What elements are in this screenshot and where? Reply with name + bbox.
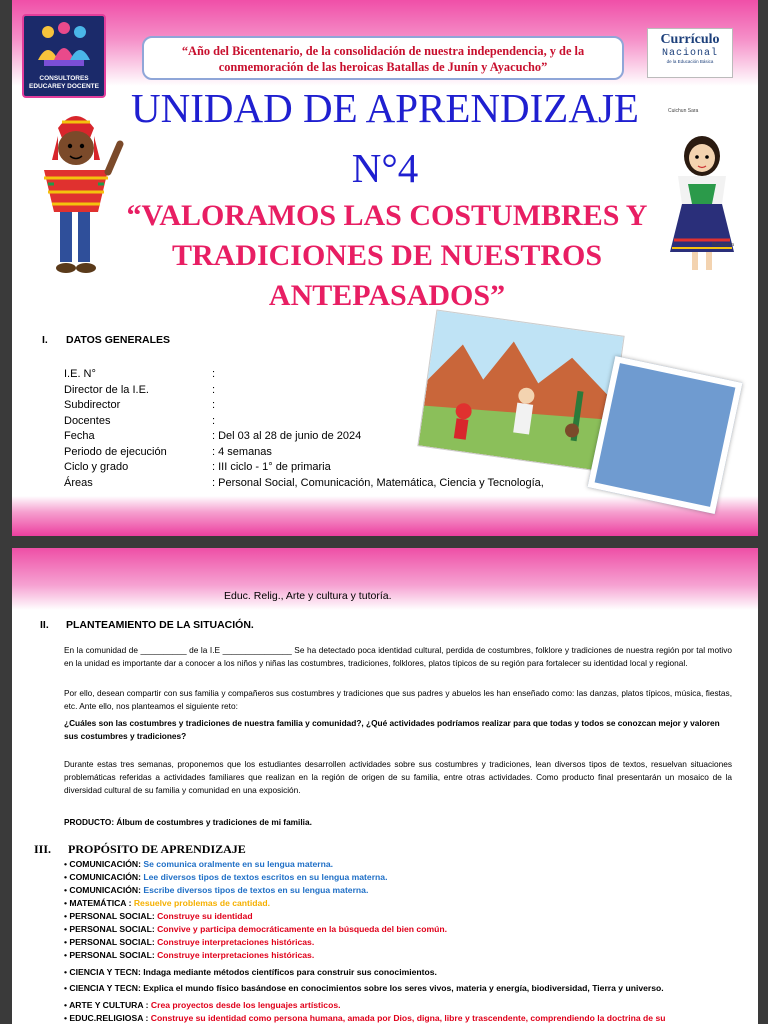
situation-paragraph-2: Por ello, desean compartir con sus familia y compañeros sus costumbres y tradiciones que sus padres y abuelos les han enseñado como: las danzas, platos típicos, música, fiestas, etc. Ante ello, nos planteamos el siguiente reto: (64, 688, 732, 711)
purpose-area: • COMUNICACIÓN (64, 872, 139, 882)
general-data-label: Periodo de ejecución (64, 445, 167, 458)
purpose-competency: Construye su identidad (157, 911, 253, 921)
section-3-numeral: III. (34, 842, 52, 856)
purpose-item (64, 936, 314, 949)
product-line (64, 816, 312, 829)
general-data-value: : Personal Social, Comunicación, Matemática, Ciencia y Tecnología, (212, 476, 544, 489)
unit-number: N°4 (351, 145, 419, 191)
purpose-item (64, 884, 368, 897)
general-data-value: : Del 03 al 28 de junio de 2024 (212, 430, 362, 442)
purpose-separator: : (143, 1013, 151, 1023)
purpose-competency: Resuelve problemas de cantidad. (133, 898, 270, 908)
general-data-value: : III ciclo - 1° de primaria (212, 461, 331, 473)
logo-right-line1: Currículo (660, 32, 720, 47)
purpose-item (64, 999, 341, 1012)
logo-right-line2: Nacional (661, 48, 718, 59)
purpose-item (64, 982, 664, 995)
purpose-area: • EDUC.RELIGIOSA (64, 1013, 144, 1023)
purpose-item (64, 897, 270, 910)
purpose-competency: Crea proyectos desde los lenguajes artísticos. (150, 1000, 341, 1010)
purpose-separator: : (151, 911, 158, 921)
general-data-label: Director de la I.E. (64, 383, 149, 396)
situation-paragraph-1: En la comunidad de __________ de la I.E _______________ Se ha detectado poca identidad cultural, perdida de costumbres, folklore y tradiciones de nuestra región por tal motivo en la unidad es importante dar a conocer a los niños y niñas las costumbres, tradiciones, folklores, platos típicos de su región para fortalecer su identidad local y regional. (64, 645, 732, 668)
year-motto-box: “Año del Bicentenario, de la consolidación de nuestra independencia, y de la conmemoración de las heroicas Batallas de Junín y Ayacucho” (142, 36, 624, 80)
section-1-heading: DATOS GENERALES (66, 334, 171, 346)
general-data-label: Ciclo y grado (64, 461, 129, 473)
section-1-numeral: I. (42, 334, 48, 346)
purpose-competency: Se comunica oralmente en su lengua materna. (143, 859, 334, 869)
product-value: Álbum de costumbres y tradiciones de mi familia. (114, 817, 312, 827)
purpose-separator: : (138, 872, 144, 882)
purpose-competency: Lee diversos tipos de textos escritos en su lengua materna. (143, 872, 388, 882)
general-data-label: I.E. N° (64, 368, 96, 380)
curriculo-nacional-logo (647, 28, 733, 78)
purpose-competency: Construye interpretaciones históricas. (157, 937, 315, 947)
purpose-separator: : (138, 885, 144, 895)
purpose-competency: Construye su identidad como persona humana, amada por Dios, digna, libre y trascendente, comprendiendo la doctrina de su (150, 1013, 666, 1023)
purpose-item (64, 871, 387, 884)
purpose-separator: : (126, 898, 134, 908)
document-page-1 (12, 0, 758, 536)
purpose-separator: : (138, 967, 144, 977)
purpose-area: • MATEMÁTICA (64, 898, 127, 908)
purpose-area: • PERSONAL SOCIAL (64, 911, 152, 921)
purpose-separator: : (138, 983, 144, 993)
general-data-value: : 4 semanas (212, 445, 272, 458)
purpose-item (64, 858, 333, 871)
general-data-value: : (212, 383, 216, 396)
blue-photo-frame (587, 356, 742, 514)
purpose-area: • COMUNICACIÓN (64, 859, 139, 869)
purpose-area: • COMUNICACIÓN (64, 885, 139, 895)
purpose-competency: Construye interpretaciones históricas. (157, 950, 315, 960)
section-3-heading: PROPÓSITO DE APRENDIZAJE (68, 842, 246, 856)
traditions-photo (417, 309, 624, 472)
general-data-label: Fecha (64, 430, 95, 442)
purpose-competency: Explica el mundo físico basándose en conocimientos sobre los seres vivos, materia y energía, biodiversidad, Tierra y universo. (143, 983, 664, 993)
purpose-area: • CIENCIA Y TECN (64, 983, 138, 993)
general-data-label: Áreas (64, 476, 93, 489)
general-data-value: : (212, 414, 216, 427)
purpose-item (64, 923, 447, 936)
mountain-scene-illustration (418, 311, 623, 472)
purpose-separator: : (151, 937, 158, 947)
doll-top-caption: Cuichun Sara (668, 108, 699, 114)
section-2-numeral: II. (40, 619, 49, 631)
purpose-separator: : (151, 924, 158, 934)
purpose-area: • ARTE Y CULTURA (64, 1000, 144, 1010)
purpose-item (64, 966, 437, 979)
purpose-area: • PERSONAL SOCIAL (64, 924, 152, 934)
purpose-item (64, 1012, 666, 1024)
purpose-separator: : (151, 950, 158, 960)
purpose-competency: Indaga mediante métodos científicos para construir sus conocimientos. (143, 967, 437, 977)
doll-caption: Mamayna (712, 242, 734, 248)
purpose-area: • PERSONAL SOCIAL (64, 937, 152, 947)
purpose-area: • PERSONAL SOCIAL (64, 950, 152, 960)
general-data-label: Subdirector (64, 399, 121, 411)
general-data-value: : (212, 399, 216, 411)
section-2-heading: PLANTEAMIENTO DE LA SITUACIÓN. (66, 619, 254, 631)
situation-paragraph-3: Durante estas tres semanas, proponemos que los estudiantes desarrollen actividades sobre sus costumbres y tradiciones, lean diversos tipos de textos, resuelvan situaciones problemáticas referidas a actividades familiares que realizan en la región de origen de su familia, entre otras actividades. Como producto final presentarán un mosaico de la diversidad cultural de su familia y comunidad en una exposición. (64, 759, 732, 795)
purpose-competency: Escribe diversos tipos de textos en su lengua materna. (143, 885, 369, 895)
purpose-separator: : (143, 1000, 151, 1010)
unit-subtitle: “VALORAMOS LAS COSTUMBRES Y TRADICIONES DE NUESTROS ANTEPASADOS” (126, 199, 648, 312)
unit-title: UNIDAD DE APRENDIZAJE (131, 85, 639, 131)
challenge-question: ¿Cuáles son las costumbres y tradiciones de nuestra familia y comunidad?, ¿Qué actividades podríamos realizar para que todas y todos se conozcan mejor y valoren sus costumbres y tradiciones? (64, 718, 720, 741)
logo-right-line3: de la Educación Básica (666, 59, 714, 64)
purpose-separator: : (138, 859, 144, 869)
areas-continued: Educ. Relig., Arte y cultura y tutoría. (224, 590, 392, 602)
pink-footer-band (12, 496, 758, 536)
purpose-item (64, 910, 253, 923)
document-page-2 (12, 548, 758, 1024)
purpose-area: • CIENCIA Y TECN (64, 967, 138, 977)
purpose-competency: Convive y participa democráticamente en la búsqueda del bien común. (157, 924, 447, 934)
general-data-value: : (212, 368, 216, 380)
general-data-label: Docentes (64, 414, 111, 427)
people-icon (24, 16, 104, 72)
logo-left-text: CONSULTORES EDUCAREY DOCENTE (29, 75, 99, 90)
product-label: PRODUCTO: (64, 817, 115, 827)
purpose-item (64, 949, 314, 962)
